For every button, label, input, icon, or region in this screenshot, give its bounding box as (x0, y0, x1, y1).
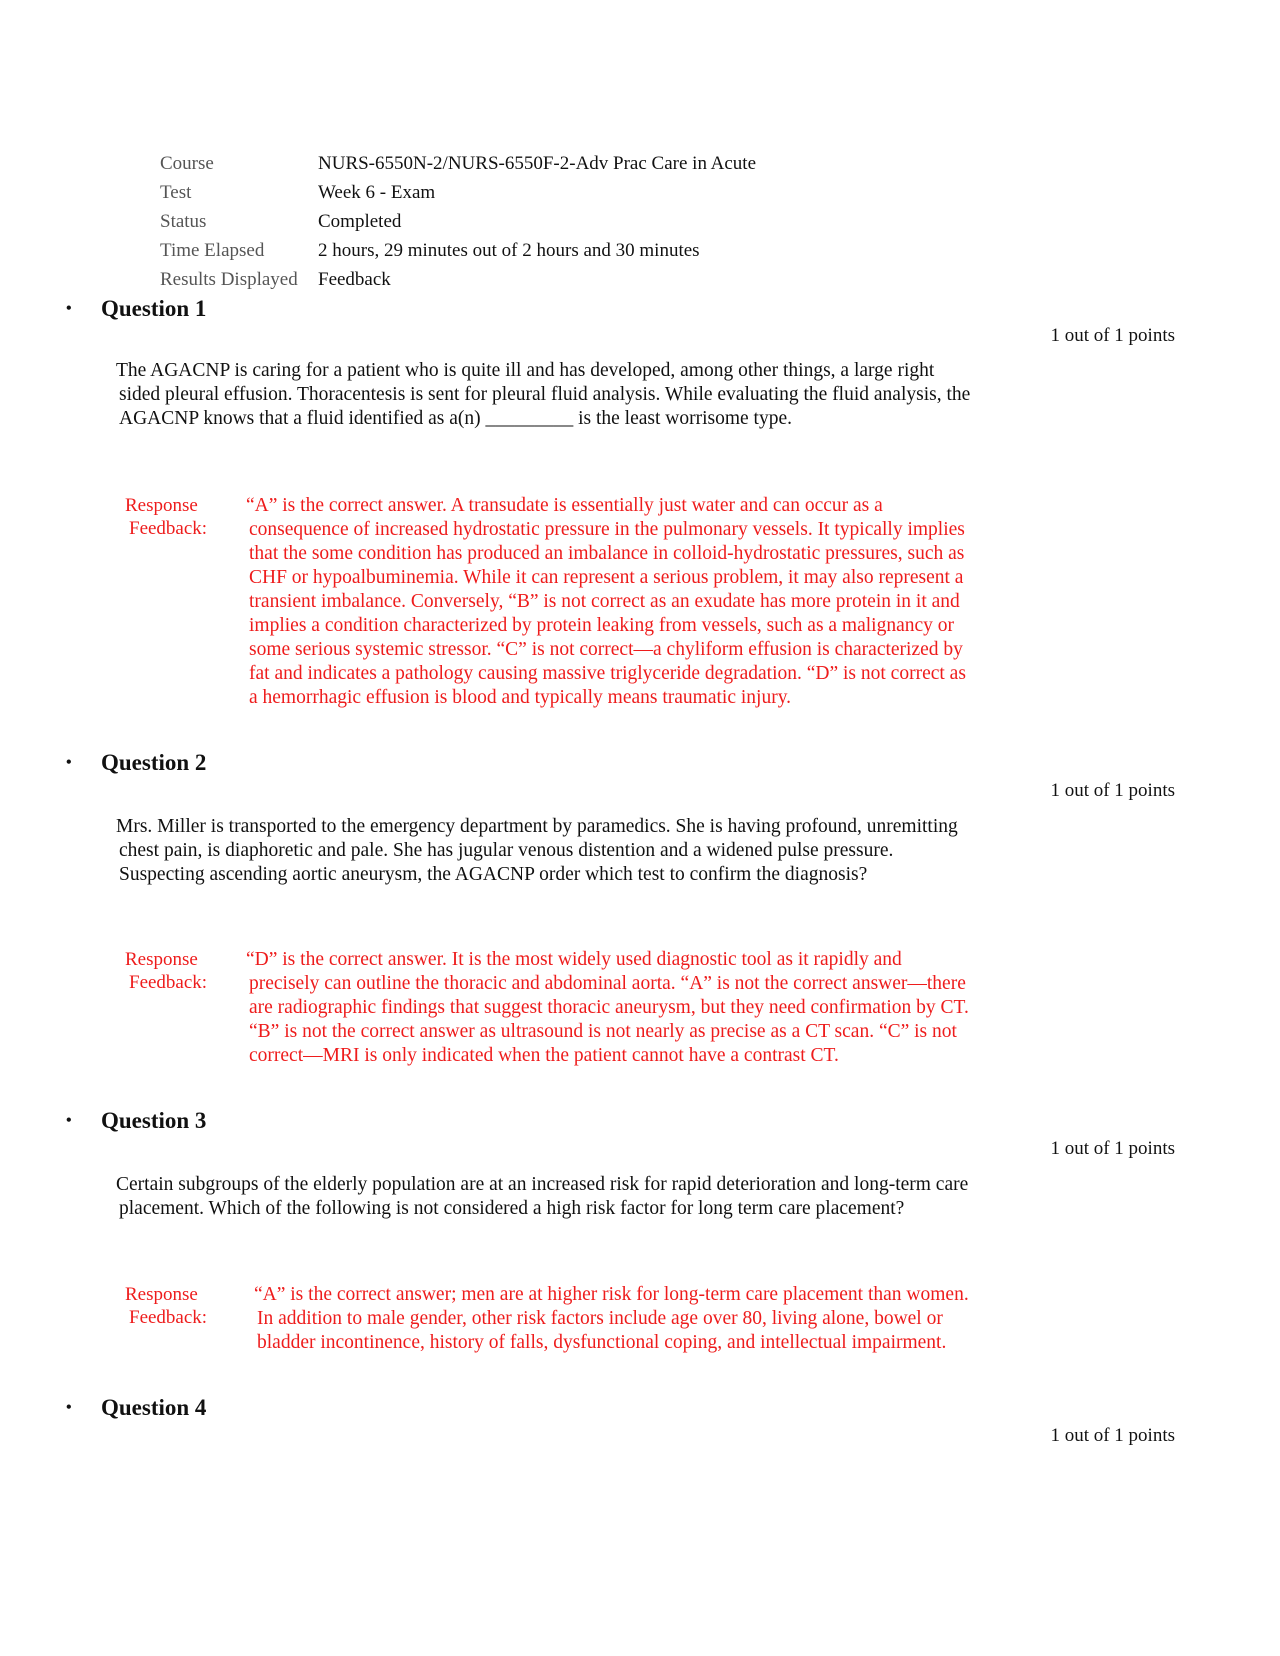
question-1-title (66, 296, 206, 322)
feedback-line: correct—MRI is only indicated when the patient cannot have a contrast CT. (249, 1045, 839, 1066)
test-value: Week 6 - Exam (318, 182, 436, 203)
results-displayed-label: Results Displayed (160, 269, 298, 290)
feedback-line: precisely can outline the thoracic and abdominal aorta. “A” is not the correct answer—there (249, 973, 966, 994)
question-text-line: Suspecting ascending aortic aneurysm, the AGACNP order which test to confirm the diagnosis? (119, 864, 868, 885)
question-title-text: Question 4 (101, 1395, 207, 1420)
course-label: Course (160, 153, 214, 174)
feedback-label-line: Response (125, 1284, 198, 1305)
bullet-icon: • (66, 753, 72, 771)
feedback-line: “A” is the correct answer. A transudate is essentially just water and can occur as a (246, 495, 883, 516)
feedback-line: fat and indicates a pathology causing massive triglyceride degradation. “D” is not correct as (249, 663, 966, 684)
test-summary-table (160, 153, 756, 298)
question-3-text (116, 1173, 1056, 1221)
question-2-title (66, 750, 206, 776)
summary-row-course (160, 153, 756, 182)
question-1-feedback (246, 494, 1046, 710)
summary-row-status (160, 211, 756, 240)
test-label: Test (160, 182, 192, 203)
feedback-line: implies a condition characterized by protein leaking from vessels, such as a malignancy or (249, 615, 955, 636)
summary-row-results (160, 269, 756, 298)
question-title-text: Question 1 (101, 296, 207, 321)
question-3-points: 1 out of 1 points (1050, 1138, 1175, 1159)
question-3-feedback-label (125, 1283, 207, 1329)
question-3-feedback (254, 1283, 1054, 1355)
question-2-feedback (246, 948, 1046, 1068)
question-text-line: Mrs. Miller is transported to the emergency department by paramedics. She is having profound, unremitting (116, 816, 958, 837)
feedback-line: bladder incontinence, history of falls, dysfunctional coping, and intellectual impairment. (257, 1332, 947, 1353)
results-displayed-value: Feedback (318, 269, 391, 290)
feedback-line: transient imbalance. Conversely, “B” is not correct as an exudate has more protein in it and (249, 591, 960, 612)
bullet-icon: • (66, 1398, 72, 1416)
feedback-label-line: Feedback: (129, 1307, 208, 1328)
feedback-line: a hemorrhagic effusion is blood and typically means traumatic injury. (249, 687, 792, 708)
bullet-icon: • (66, 1111, 72, 1129)
question-2-text (116, 815, 1056, 887)
question-text-line: Certain subgroups of the elderly population are at an increased risk for rapid deterioration and long-term care (116, 1174, 969, 1195)
question-4-title (66, 1395, 206, 1421)
question-text-line: The AGACNP is caring for a patient who is quite ill and has developed, among other things, a large right (116, 360, 935, 381)
feedback-label-line: Feedback: (129, 518, 208, 539)
feedback-line: “D” is the correct answer. It is the most widely used diagnostic tool as it rapidly and (246, 949, 902, 970)
question-text-line: sided pleural effusion. Thoracentesis is sent for pleural fluid analysis. While evaluating the fluid analysis, the (119, 384, 971, 405)
feedback-line: that the some condition has produced an imbalance in colloid-hydrostatic pressures, such as (249, 543, 965, 564)
summary-row-test (160, 182, 756, 211)
feedback-line: In addition to male gender, other risk factors include age over 80, living alone, bowel or (257, 1308, 943, 1329)
bullet-icon: • (66, 299, 72, 317)
feedback-label-line: Response (125, 949, 198, 970)
question-title-text: Question 2 (101, 750, 207, 775)
course-value: NURS-6550N-2/NURS-6550F-2-Adv Prac Care in Acute (318, 153, 757, 174)
question-title-text: Question 3 (101, 1108, 207, 1133)
feedback-label-line: Response (125, 495, 198, 516)
question-2-feedback-label (125, 948, 207, 994)
question-1-points: 1 out of 1 points (1050, 325, 1175, 346)
question-text-line: placement. Which of the following is not considered a high risk factor for long term care placement? (119, 1198, 905, 1219)
question-2-points: 1 out of 1 points (1050, 780, 1175, 801)
feedback-label-line: Feedback: (129, 972, 208, 993)
feedback-line: are radiographic findings that suggest thoracic aneurysm, but they need confirmation by CT. (249, 997, 969, 1018)
question-text-line: chest pain, is diaphoretic and pale. She has jugular venous distention and a widened pulse pressure. (119, 840, 894, 861)
feedback-line: some serious systemic stressor. “C” is not correct—a chyliform effusion is characterized by (249, 639, 963, 660)
feedback-line: CHF or hypoalbuminemia. While it can represent a serious problem, it may also represent a (249, 567, 964, 588)
time-elapsed-value: 2 hours, 29 minutes out of 2 hours and 30 minutes (318, 240, 700, 261)
status-value: Completed (318, 211, 402, 232)
question-1-feedback-label (125, 494, 207, 540)
feedback-line: consequence of increased hydrostatic pressure in the pulmonary vessels. It typically implies (249, 519, 965, 540)
time-elapsed-label: Time Elapsed (160, 240, 265, 261)
question-1-text (116, 359, 1056, 431)
summary-row-elapsed (160, 240, 756, 269)
question-text-line: AGACNP knows that a fluid identified as a(n) _________ is the least worrisome type. (119, 408, 792, 429)
feedback-line: “B” is not the correct answer as ultrasound is not nearly as precise as a CT scan. “C” is not (249, 1021, 957, 1042)
feedback-line: “A” is the correct answer; men are at higher risk for long-term care placement than women. (254, 1284, 969, 1305)
question-4-points: 1 out of 1 points (1050, 1425, 1175, 1446)
status-label: Status (160, 211, 207, 232)
question-3-title (66, 1108, 206, 1134)
